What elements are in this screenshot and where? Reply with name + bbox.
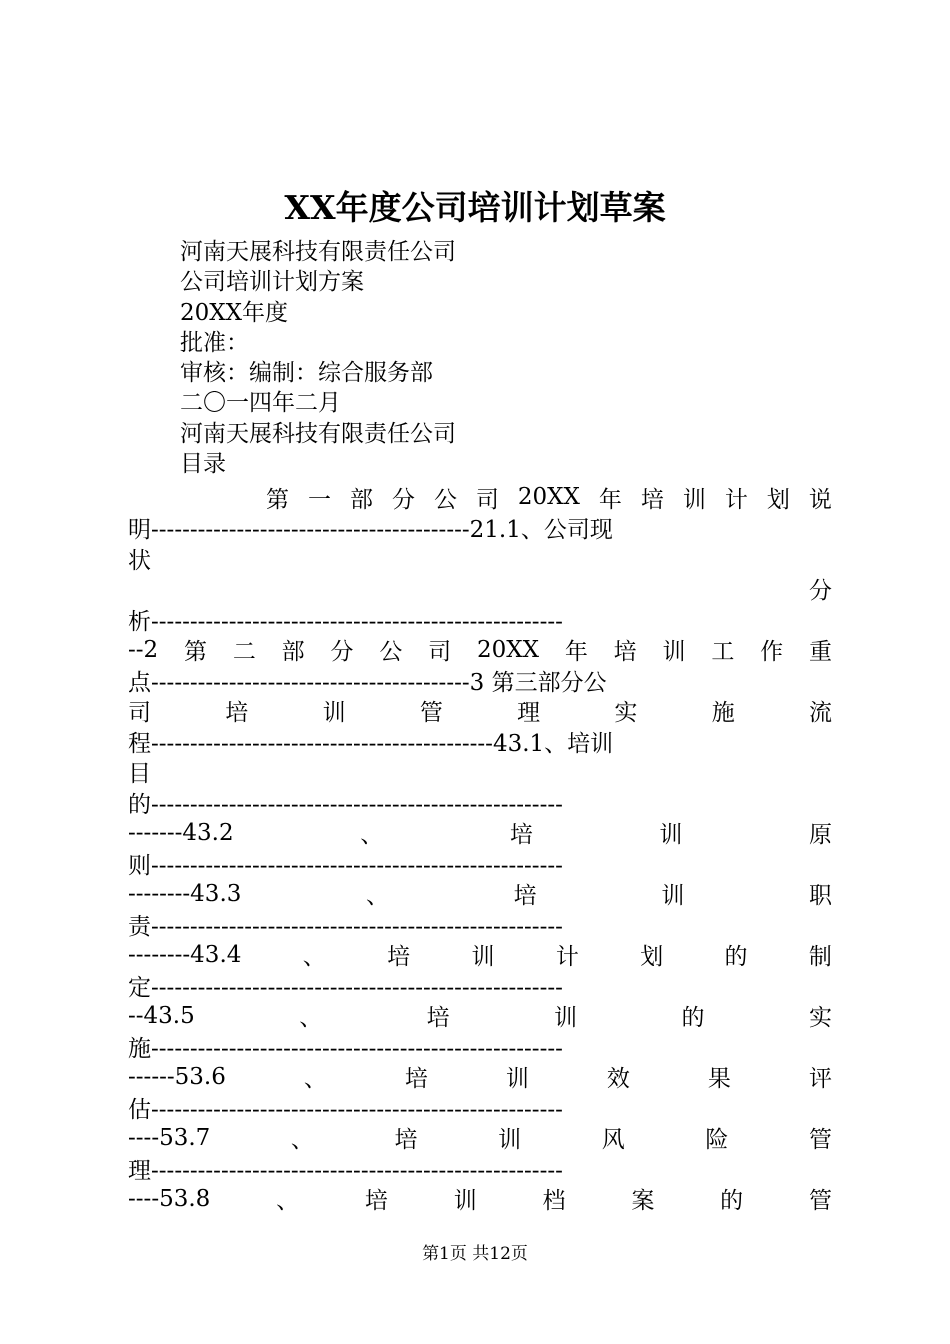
toc-token: 训 bbox=[505, 1066, 529, 1092]
toc-line bbox=[128, 1092, 832, 1123]
toc-token: 、 bbox=[276, 1188, 300, 1214]
toc-token: -------43.2 bbox=[128, 819, 234, 846]
toc-token: 培 bbox=[225, 700, 249, 726]
toc-token: 分 bbox=[330, 639, 354, 665]
toc-token: 作 bbox=[760, 639, 784, 665]
toc-line bbox=[128, 970, 832, 1001]
review-line: 审核：编制：综合服务部 bbox=[180, 360, 433, 387]
toc-token: 效 bbox=[606, 1066, 630, 1092]
toc-token: 重 bbox=[808, 639, 832, 665]
toc-line bbox=[128, 757, 832, 788]
toc-heading: 目录 bbox=[180, 451, 226, 478]
toc-token: 工 bbox=[711, 639, 735, 665]
toc-token: 的 bbox=[681, 1005, 705, 1031]
toc-line bbox=[128, 543, 832, 574]
toc-token: 年 bbox=[564, 639, 588, 665]
toc-token: 施----------------------------------------------------- bbox=[128, 1035, 563, 1062]
toc-token: 析----------------------------------------------------- bbox=[128, 608, 563, 635]
toc-token: 、 bbox=[299, 1005, 323, 1031]
toc-line bbox=[128, 1123, 832, 1154]
toc-token: 培 bbox=[509, 822, 533, 848]
toc-token: 管 bbox=[419, 700, 443, 726]
toc-token: 部 bbox=[281, 639, 305, 665]
toc-token: 流 bbox=[808, 700, 832, 726]
toc-token: 的 bbox=[720, 1188, 744, 1214]
toc-token: 、 bbox=[290, 1127, 314, 1153]
toc-token: 一 bbox=[307, 486, 331, 513]
toc-token: 目 bbox=[128, 761, 151, 787]
toc-token: 训 bbox=[659, 822, 683, 848]
toc-token: 则----------------------------------------------------- bbox=[128, 852, 563, 879]
toc-line bbox=[128, 635, 832, 666]
toc-token: 年 bbox=[598, 486, 622, 513]
toc-line bbox=[128, 818, 832, 849]
toc-token: 、 bbox=[360, 822, 384, 848]
toc-token: 明-----------------------------------------21.1、公司现 bbox=[128, 517, 613, 543]
toc-token: 训 bbox=[661, 883, 685, 909]
toc-token: 培 bbox=[394, 1127, 418, 1153]
toc-line bbox=[128, 1031, 832, 1062]
document-title: XX年度公司培训计划草案 bbox=[284, 188, 666, 227]
toc-line bbox=[128, 787, 832, 818]
toc-token: 的----------------------------------------------------- bbox=[128, 791, 563, 818]
toc-token: 评 bbox=[808, 1066, 832, 1092]
toc-token: 实 bbox=[614, 700, 638, 726]
toc-line bbox=[128, 574, 832, 605]
toc-token: 第 bbox=[184, 639, 208, 665]
toc-token: 估----------------------------------------------------- bbox=[128, 1096, 563, 1123]
toc-line bbox=[128, 696, 832, 727]
toc-token: 司 bbox=[428, 639, 452, 665]
toc-token: 培 bbox=[513, 883, 537, 909]
toc-token: 程--------------------------------------------43.1、培训 bbox=[128, 730, 614, 757]
toc-token: 施 bbox=[711, 700, 735, 726]
toc-token: --------43.4 bbox=[128, 941, 242, 968]
company-name-line-2: 河南天展科技有限责任公司 bbox=[180, 420, 456, 447]
toc-token: 二 bbox=[232, 639, 256, 665]
toc-token: --43.5 bbox=[128, 1002, 195, 1029]
toc-token: 原 bbox=[809, 822, 832, 848]
toc-token: ----53.7 bbox=[128, 1124, 211, 1151]
toc-token: 司 bbox=[475, 486, 499, 513]
document-header-block bbox=[180, 237, 456, 479]
toc-token: 计 bbox=[724, 486, 748, 513]
toc-token: 、 bbox=[303, 1066, 327, 1092]
toc-token: 、 bbox=[302, 944, 326, 970]
toc-token: 第 bbox=[266, 486, 289, 513]
plan-name-line: 公司培训计划方案 bbox=[180, 269, 364, 296]
toc-token: 职 bbox=[808, 883, 832, 909]
toc-token: 分 bbox=[391, 486, 415, 513]
year-line: 20XX年度 bbox=[180, 299, 289, 326]
toc-token: 分 bbox=[809, 578, 832, 604]
toc-token: 风 bbox=[601, 1127, 625, 1153]
date-line: 二〇一四年二月 bbox=[180, 390, 341, 417]
toc-token: 实 bbox=[808, 1005, 832, 1031]
toc-token: 培 bbox=[404, 1066, 428, 1092]
toc-token: 划 bbox=[640, 944, 664, 970]
toc-token: ------53.6 bbox=[128, 1063, 226, 1090]
toc-line bbox=[128, 604, 832, 635]
toc-token: 制 bbox=[808, 944, 832, 970]
toc-token: 培 bbox=[387, 944, 411, 970]
toc-token: 20XX bbox=[476, 636, 539, 663]
toc-line bbox=[128, 1184, 832, 1215]
toc-token: 管 bbox=[808, 1188, 832, 1214]
toc-token: 司 bbox=[128, 700, 151, 726]
toc-token: 训 bbox=[498, 1127, 522, 1153]
toc-line bbox=[128, 879, 832, 910]
toc-token: 的 bbox=[724, 944, 748, 970]
toc-token: 培 bbox=[364, 1188, 388, 1214]
table-of-contents bbox=[128, 482, 832, 1214]
toc-token: 划 bbox=[766, 486, 790, 513]
toc-token: 20XX bbox=[517, 484, 580, 511]
toc-token: 案 bbox=[631, 1188, 655, 1214]
toc-token: 状 bbox=[128, 547, 151, 574]
toc-token: 训 bbox=[662, 639, 686, 665]
toc-token: 责----------------------------------------------------- bbox=[128, 913, 563, 940]
page-footer: 第1页 共12页 bbox=[422, 1244, 528, 1264]
toc-token: 理----------------------------------------------------- bbox=[128, 1157, 563, 1184]
toc-token: 训 bbox=[453, 1188, 477, 1214]
toc-token: 果 bbox=[707, 1066, 731, 1092]
toc-token: 定----------------------------------------------------- bbox=[128, 974, 563, 1001]
toc-line bbox=[128, 1001, 832, 1032]
approval-line: 批准： bbox=[180, 329, 249, 356]
toc-token: 公 bbox=[433, 486, 457, 513]
toc-token: 、 bbox=[366, 883, 390, 909]
toc-line bbox=[128, 513, 832, 544]
toc-token: --------43.3 bbox=[128, 880, 242, 907]
toc-line bbox=[128, 482, 832, 513]
toc-token: 说 bbox=[808, 486, 832, 513]
toc-token: 训 bbox=[322, 700, 346, 726]
toc-line bbox=[128, 848, 832, 879]
toc-line bbox=[128, 1153, 832, 1184]
toc-line bbox=[128, 909, 832, 940]
toc-line bbox=[128, 1062, 832, 1093]
toc-token: 训 bbox=[471, 944, 495, 970]
toc-token: 点-----------------------------------------3 第三部分公 bbox=[128, 669, 607, 696]
toc-line bbox=[128, 726, 832, 757]
toc-line bbox=[128, 665, 832, 696]
toc-token: 公 bbox=[379, 639, 403, 665]
toc-token: 培 bbox=[613, 639, 637, 665]
toc-token: 险 bbox=[705, 1127, 729, 1153]
toc-token: 档 bbox=[542, 1188, 566, 1214]
toc-token: 训 bbox=[682, 486, 706, 513]
toc-token: 理 bbox=[517, 700, 541, 726]
toc-token: 培 bbox=[426, 1005, 450, 1031]
toc-token: 训 bbox=[554, 1005, 578, 1031]
toc-token: 管 bbox=[808, 1127, 832, 1153]
toc-line bbox=[128, 940, 832, 971]
toc-token: 部 bbox=[349, 486, 373, 513]
toc-token: 培 bbox=[640, 486, 664, 513]
company-name-line: 河南天展科技有限责任公司 bbox=[180, 239, 456, 265]
toc-token: --2 bbox=[128, 636, 159, 663]
toc-token: ----53.8 bbox=[128, 1185, 211, 1212]
toc-token: 计 bbox=[555, 944, 579, 970]
